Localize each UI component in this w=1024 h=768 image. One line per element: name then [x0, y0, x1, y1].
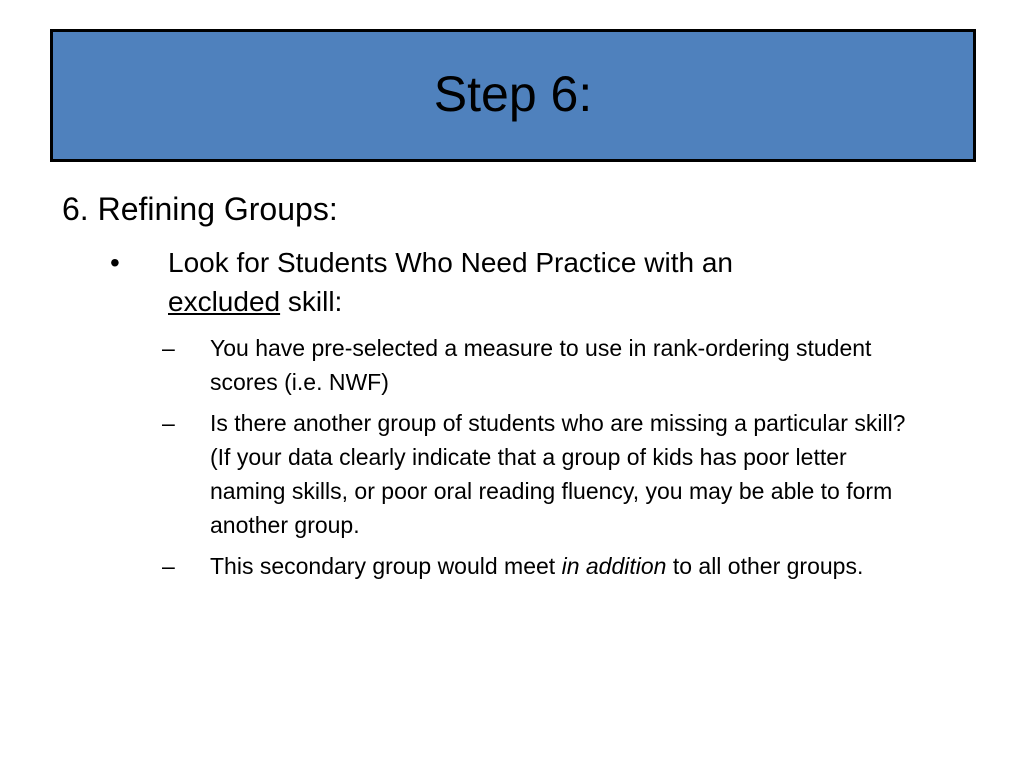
dash-marker: – [162, 335, 175, 361]
sub-bullet-item [162, 406, 922, 542]
underlined-word: excluded [168, 286, 281, 317]
sub-bullet-text: Is there another group of students who are missing a particular skill? (If your data clearly indicate that a group of kids has poor letter naming skills, or poor oral reading fluency, you may be able to form another group. [210, 410, 906, 538]
title-banner [50, 29, 976, 162]
italic-phrase: in addition [561, 553, 667, 579]
slide-title: Step 6: [433, 65, 593, 122]
sub-bullet-item [162, 331, 922, 399]
main-bullet [110, 243, 810, 321]
main-bullet-text-before: Look for Students Who Need Practice with an [168, 247, 733, 278]
sub-bullet-text: You have pre-selected a measure to use in rank-ordering student scores (i.e. NWF) [210, 335, 872, 395]
sub-bullet-item [162, 549, 922, 583]
main-bullet-text-after: skill: [280, 286, 343, 317]
sub-bullet-text [210, 549, 922, 583]
sub-bullet-list [162, 331, 922, 590]
section-heading: 6. Refining Groups: [62, 191, 338, 227]
dash-marker: – [162, 553, 175, 579]
main-bullet-text [168, 243, 810, 321]
sub-bullet-text-before: This secondary group would meet [210, 553, 562, 579]
sub-bullet-text-after: to all other groups. [666, 553, 864, 579]
dash-marker: – [162, 410, 175, 436]
bullet-marker: • [110, 247, 120, 278]
